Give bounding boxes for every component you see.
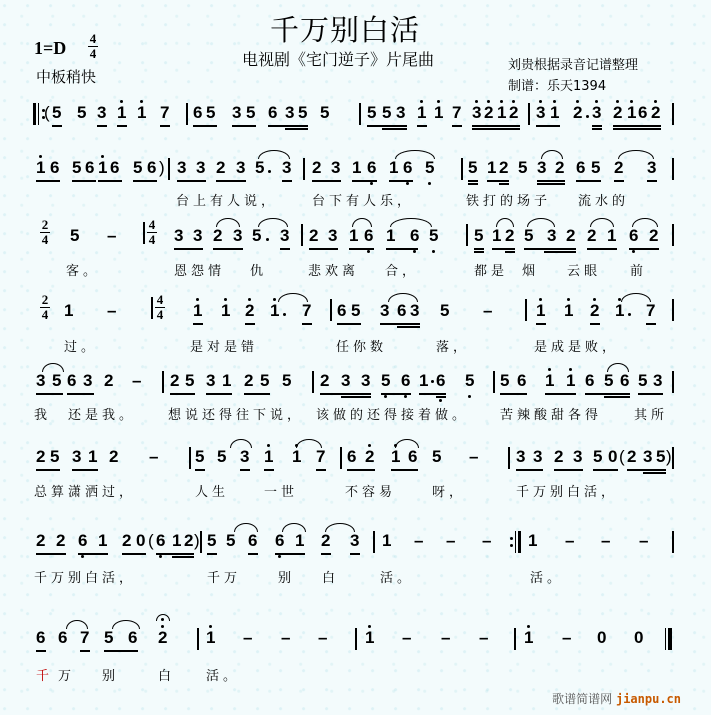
watermark-url[interactable]: jianpu.cn <box>615 692 681 706</box>
lyric: 总算潇洒过， <box>34 485 137 500</box>
score-row-5: 3 5 6 3 2 – 2 5 3 1 2 5 5 2 3 3 5 6 1 6 5 5 6 1 1 6 5 6 5 3 <box>0 371 711 411</box>
lyric: 落， <box>436 340 471 355</box>
lyric: 白 <box>322 571 340 586</box>
final-barline <box>668 628 672 650</box>
barline <box>359 103 361 125</box>
note: 1 <box>137 103 147 122</box>
lyric: 烟 <box>522 264 540 279</box>
score-row-7: 2 2 6 1 2 0 ( 6 1 2 ) 5 5 6 6 1 2 3 1 – – – 1 – – – <box>0 531 711 571</box>
note: 5 <box>367 103 377 122</box>
note: 1 <box>627 103 637 122</box>
score-row-4: 2 4 1 – 4 4 1 1 2 1 7 6 5 3 6 3 5 – 1 1 2 1 7 <box>0 301 711 341</box>
note: 1 <box>434 103 444 122</box>
lyric: 是成是败， <box>534 340 620 355</box>
note: 3 <box>97 103 107 122</box>
lyric: 呀， <box>432 485 467 500</box>
note: 3 <box>592 103 602 122</box>
time-signature-bottom: 4 <box>89 46 97 61</box>
time-signature-2-4: 2 4 <box>41 217 49 247</box>
lyric: 任你数 <box>336 340 388 355</box>
note: 3 <box>285 103 295 122</box>
note: 1 <box>497 103 507 122</box>
lyric: 合， <box>385 264 420 279</box>
lyric: 客。 <box>66 264 101 279</box>
lyric: 不容易 <box>345 485 397 500</box>
lyric: 千万别白活， <box>516 485 619 500</box>
score-row-6: 2 5 3 1 2 – 5 5 3 1 1 7 6 2 1 6 5 – 3 3 2 3 5 0 ( 2 3 5 ) <box>0 447 711 487</box>
lyric: 还是我。 <box>68 408 137 423</box>
note: 3 <box>536 103 546 122</box>
note: 6 <box>193 103 203 122</box>
lyric: 该做的还得接着做。 <box>316 408 470 423</box>
note: 3 <box>396 103 406 122</box>
paren-open: ( <box>44 103 50 122</box>
lyric: 前 <box>630 264 648 279</box>
lyric: 是对是错 <box>190 340 259 355</box>
time-signature <box>88 32 98 61</box>
lyric: 想说还得往下说， <box>168 408 305 423</box>
lyric: 台下有人乐， <box>312 194 415 209</box>
repeat-start-thin <box>38 103 39 125</box>
octave-dot <box>120 100 123 103</box>
note: 5 <box>246 103 256 122</box>
credit-maker: 制谱：乐天1394 <box>508 79 607 94</box>
lyric: 千万别白活， <box>34 571 137 586</box>
note: 5 <box>77 103 87 122</box>
lyric: 流水的 <box>578 194 630 209</box>
score-row-2: 1 6 5 6 1 6 5 6 ) 3 3 2 3 5 3 2 3 1 6 1 6 5 5 1 2 5 3 2 6 5 2 3 <box>0 158 711 198</box>
lyric: 其所 <box>634 408 669 423</box>
lyric-highlight: 千 <box>36 669 54 684</box>
lyric: 一世 <box>264 485 299 500</box>
credit-transcription: 刘贵根据录音记谱整理 <box>508 58 639 73</box>
lyric: 人生 <box>195 485 230 500</box>
barline <box>672 103 674 125</box>
note: 5 <box>52 103 62 122</box>
lyric: 过。 <box>64 340 99 355</box>
note: 2 <box>573 103 583 122</box>
lyric: 活。 <box>530 571 565 586</box>
barline <box>186 103 188 125</box>
lyric: 万 <box>58 669 76 684</box>
note: 7 <box>452 103 462 122</box>
note: 3 <box>472 103 482 122</box>
repeat-start-barline <box>33 103 36 125</box>
note: 2 <box>509 103 519 122</box>
note: 1 <box>417 103 427 122</box>
augmentation-dot <box>586 115 589 118</box>
time-signature-4-4: 4 4 <box>148 217 156 247</box>
note: 5 <box>298 103 308 122</box>
lyric: 仇 <box>250 264 268 279</box>
note: 5 <box>382 103 392 122</box>
lyric: 别 <box>278 571 296 586</box>
lyric: 活。 <box>206 669 241 684</box>
octave-dot <box>140 100 143 103</box>
lyric: 活。 <box>380 571 415 586</box>
lyric: 铁打的场子 <box>466 194 552 209</box>
barline <box>528 103 530 125</box>
lyric: 云眼 <box>567 264 602 279</box>
song-title: 千万别白活 <box>270 13 421 47</box>
score-row-8: 6 6 7 5 6 2 1 – – – 1 – – – 1 – 0 0 <box>0 628 711 668</box>
note: 5 <box>320 103 330 122</box>
note: 5 <box>206 103 216 122</box>
lyric: 别 <box>102 669 120 684</box>
lyric: 千万 <box>207 571 242 586</box>
tempo-marking: 中板稍快 <box>36 68 97 86</box>
repeat-end-barline <box>518 531 521 553</box>
note: 2 <box>613 103 623 122</box>
key-signature: 1=D <box>34 38 67 58</box>
note: 6 <box>268 103 278 122</box>
note: 2 <box>651 103 661 122</box>
watermark <box>552 690 681 707</box>
note: 6 <box>638 103 648 122</box>
lyric: 恩怨情 <box>174 264 226 279</box>
note: 1 <box>117 103 127 122</box>
lyric: 我 <box>34 408 52 423</box>
note: 3 <box>232 103 242 122</box>
note: 2 <box>484 103 494 122</box>
score-row-1 <box>0 103 711 143</box>
time-signature-top: 4 <box>89 31 97 46</box>
score-row-3: 2 4 5 – 4 4 3 3 2 3 5 3 2 3 1 6 1 6 5 5 1 2 5 3 2 2 1 6 2 <box>0 226 711 266</box>
lyric: 悲欢离 <box>308 264 360 279</box>
song-subtitle: 电视剧《宅门逆子》片尾曲 <box>242 50 435 69</box>
note: 1 <box>550 103 560 122</box>
note: 7 <box>160 103 170 122</box>
lyric: 台上有人说， <box>176 194 279 209</box>
lyric: 白 <box>158 669 176 684</box>
lyric: 都是 <box>474 264 509 279</box>
watermark-site: 歌谱简谱网 <box>552 692 613 706</box>
lyric: 苦辣酸甜各得 <box>500 408 603 423</box>
